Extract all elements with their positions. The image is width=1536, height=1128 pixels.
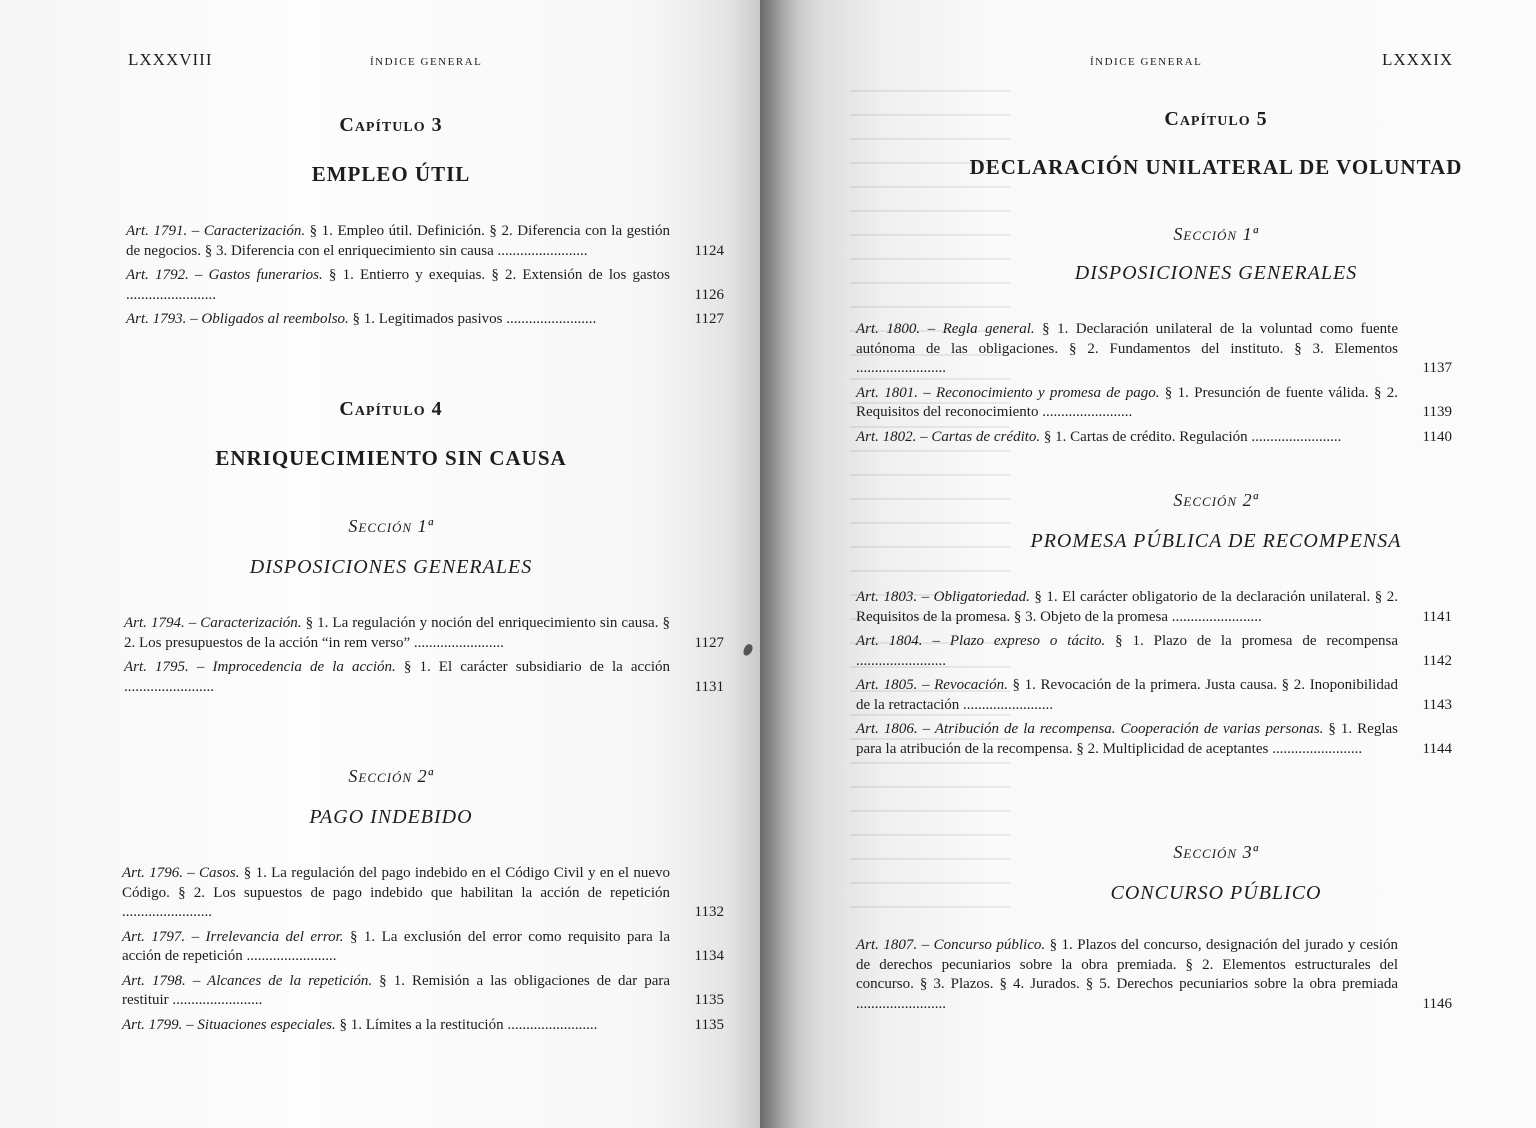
article-number: Art. 1806.	[856, 721, 918, 737]
article-number: Art. 1797.	[122, 928, 186, 945]
entry-list	[124, 614, 724, 702]
page-number: LXXXVIII	[128, 50, 213, 69]
page-reference: 1137	[1422, 360, 1452, 376]
article-summary: § 1. Plazos del concurso, designación del jurado y cesión de derechos pecuniarios sobre la obra premiada. § 2. Elementos estructurales del concurso. § 3. Plazos. § 4. Jurados. § 5. Derechos pecuniarios sobre la obra premiada	[856, 937, 1399, 992]
article-number: Art. 1807.	[856, 937, 918, 953]
article-title: – Casos.	[187, 865, 240, 881]
index-entry	[126, 222, 724, 261]
article-summary: § 1. Entierro y exequias. § 2. Extensión de los gastos	[322, 267, 671, 283]
article-number: Art. 1793.	[126, 311, 187, 327]
leader-dots: ........................	[1268, 740, 1363, 757]
article-summary: § 1. Legitimados pasivos	[348, 311, 503, 327]
article-summary: § 1. La regulación del pago indebido en el Código Civil y en el nuevo Código. § 2. Los supuestos de pago indebido que habilitan la acción de repetición	[122, 865, 671, 901]
entry-list	[856, 936, 1452, 1019]
leader-dots: ........................	[122, 904, 212, 920]
index-entry	[124, 658, 724, 697]
index-entry	[126, 310, 724, 330]
index-entry	[856, 428, 1452, 448]
leader-dots: ........................	[503, 1016, 598, 1033]
page-reference: 1135	[694, 992, 724, 1008]
page-reference: 1142	[1422, 652, 1452, 669]
left-page	[0, 0, 760, 1128]
article-number: Art. 1805.	[856, 677, 918, 693]
gutter-shadow	[760, 0, 800, 1128]
article-title: – Irrelevancia del error.	[191, 928, 344, 945]
article-number: Art. 1800.	[856, 321, 921, 337]
chapter-title: DECLARACIÓN UNILATERAL DE VOLUNTAD	[969, 155, 1463, 179]
article-title: – Caracterización.	[191, 223, 306, 239]
index-entry	[856, 384, 1452, 423]
index-entry	[856, 632, 1452, 671]
index-entry	[122, 864, 724, 923]
entry-list	[856, 320, 1452, 452]
right-page	[760, 0, 1536, 1128]
article-number: Art. 1796.	[122, 865, 183, 881]
entry-list	[856, 588, 1452, 764]
ink-smudge	[742, 643, 754, 657]
page-reference: 1143	[1422, 696, 1452, 713]
article-number: Art. 1791.	[126, 223, 188, 239]
page-reference: 1126	[694, 286, 724, 303]
article-number: Art. 1803.	[856, 589, 918, 605]
section-label: Sección 2ª	[348, 766, 434, 786]
article-summary: § 1. Declaración unilateral de la voluntad como fuente autónoma de las obligaciones. § 2. Fundamentos del instituto. § 3. Elementos	[856, 321, 1399, 357]
leader-dots: ........................	[502, 311, 597, 327]
chapter-title: ENRIQUECIMIENTO SIN CAUSA	[215, 446, 567, 470]
article-title: – Revocación.	[921, 677, 1008, 693]
index-entry	[856, 676, 1452, 715]
section-label: Sección 1ª	[1173, 224, 1259, 244]
leader-dots: ........................	[124, 678, 214, 695]
article-title: – Obligados al reembolso.	[190, 311, 349, 327]
index-entry	[122, 1016, 724, 1036]
entry-list	[126, 222, 724, 335]
article-number: Art. 1792.	[126, 267, 189, 283]
section-label: Sección 3ª	[1173, 842, 1259, 862]
article-summary: § 1. Presunción de fuente válida. § 2. Requisitos del reconocimiento	[856, 384, 1399, 420]
article-summary: § 1. La exclusión del error como requisito para la acción de repetición	[122, 928, 671, 964]
leader-dots: ........................	[856, 652, 946, 669]
leader-dots: ........................	[1168, 608, 1262, 625]
article-title: – Cartas de crédito.	[920, 428, 1041, 445]
article-summary: § 1. Revocación de la primera. Justa causa. § 2. Inoponibilidad de la retractación	[856, 677, 1399, 713]
article-title: – Concurso público.	[921, 937, 1046, 953]
page-reference: 1139	[1422, 404, 1452, 420]
index-entry	[856, 936, 1452, 1014]
chapter-title: EMPLEO ÚTIL	[311, 162, 471, 186]
index-entry	[856, 720, 1452, 759]
article-summary: § 1. Reglas para la atribución de la recompensa. § 2. Multiplicidad de aceptantes	[856, 721, 1399, 757]
article-title: – Alcances de la repetición.	[192, 972, 373, 989]
leader-dots: ........................	[126, 286, 216, 303]
page-reference: 1127	[694, 311, 724, 327]
article-number: Art. 1795.	[124, 659, 189, 675]
article-title: – Atribución de la recompensa. Cooperación de varias personas.	[922, 721, 1324, 737]
page-reference: 1124	[694, 242, 724, 259]
article-number: Art. 1801.	[856, 384, 918, 401]
article-summary: § 1. El carácter subsidiario de la acción	[395, 659, 671, 675]
chapter-label: Capítulo 4	[339, 398, 443, 420]
page-number: LXXXIX	[1382, 50, 1454, 69]
leader-dots: ........................	[856, 995, 946, 1012]
article-number: Art. 1798.	[122, 972, 186, 989]
article-title: – Plazo expreso o tácito.	[932, 633, 1106, 649]
article-summary: § 1. La regulación y noción del enriquecimiento sin causa. § 2. Los presupuestos de la acción “in rem verso”	[124, 615, 671, 651]
running-head: ÍNDICE GENERAL	[1090, 56, 1203, 68]
article-title: – Situaciones especiales.	[186, 1016, 336, 1033]
article-number: Art. 1794.	[124, 615, 185, 631]
article-summary: § 1. Límites a la restitución	[335, 1016, 504, 1033]
section-title: CONCURSO PÚBLICO	[1110, 882, 1322, 904]
page-reference: 1134	[694, 948, 724, 964]
article-title: – Reconocimiento y promesa de pago.	[923, 384, 1160, 401]
leader-dots: ........................	[856, 360, 946, 376]
article-number: Art. 1799.	[122, 1016, 183, 1033]
section-title: PROMESA PÚBLICA DE RECOMPENSA	[1030, 530, 1402, 552]
page-reference: 1127	[694, 634, 724, 651]
article-number: Art. 1802.	[856, 428, 917, 445]
index-entry	[122, 928, 724, 967]
section-label: Sección 1ª	[348, 516, 434, 536]
leader-dots: ........................	[242, 948, 337, 964]
leader-dots: ........................	[1247, 428, 1342, 445]
page-reference: 1132	[694, 904, 724, 920]
index-entry	[856, 320, 1452, 379]
article-title: – Obligatoriedad.	[921, 589, 1030, 605]
running-head: ÍNDICE GENERAL	[370, 56, 483, 68]
article-summary: § 1. Cartas de crédito. Regulación	[1040, 428, 1248, 445]
article-title: – Regla general.	[927, 321, 1035, 337]
entry-list	[122, 864, 724, 1040]
article-summary: § 1. El carácter obligatorio de la declaración unilateral. § 2. Requisitos de la promesa. § 3. Objeto de la promesa	[856, 589, 1398, 625]
section-label: Sección 2ª	[1173, 490, 1259, 510]
page-reference: 1135	[694, 1016, 724, 1033]
index-entry	[856, 588, 1452, 627]
page-reference: 1146	[1422, 995, 1452, 1012]
article-title: – Caracterización.	[188, 615, 302, 631]
article-summary: § 1. Empleo útil. Definición. § 2. Diferencia con la gestión de negocios. § 3. Diferencia con el enriquecimiento sin causa	[126, 223, 671, 259]
section-title: PAGO INDEBIDO	[309, 806, 473, 828]
leader-dots: ........................	[493, 242, 588, 259]
index-entry	[126, 266, 724, 305]
page-reference: 1140	[1422, 428, 1452, 445]
leader-dots: ........................	[168, 992, 263, 1008]
index-entry	[124, 614, 724, 653]
article-title: – Improcedencia de la acción.	[196, 659, 396, 675]
article-title: – Gastos funerarios.	[195, 267, 323, 283]
section-title: DISPOSICIONES GENERALES	[249, 556, 533, 578]
leader-dots: ........................	[410, 634, 504, 651]
leader-dots: ........................	[1038, 404, 1133, 420]
article-summary: § 1. Plazo de la promesa de recompensa	[1105, 633, 1399, 649]
section-title: DISPOSICIONES GENERALES	[1074, 262, 1358, 284]
page-reference: 1131	[694, 678, 724, 695]
leader-dots: ........................	[959, 696, 1054, 713]
article-number: Art. 1804.	[856, 633, 923, 649]
page-reference: 1141	[1422, 608, 1452, 625]
article-summary: § 1. Remisión a las obligaciones de dar para restituir	[122, 972, 671, 1008]
chapter-label: Capítulo 3	[339, 114, 443, 136]
page-reference: 1144	[1422, 740, 1452, 757]
index-entry	[122, 972, 724, 1011]
chapter-label: Capítulo 5	[1164, 108, 1268, 130]
